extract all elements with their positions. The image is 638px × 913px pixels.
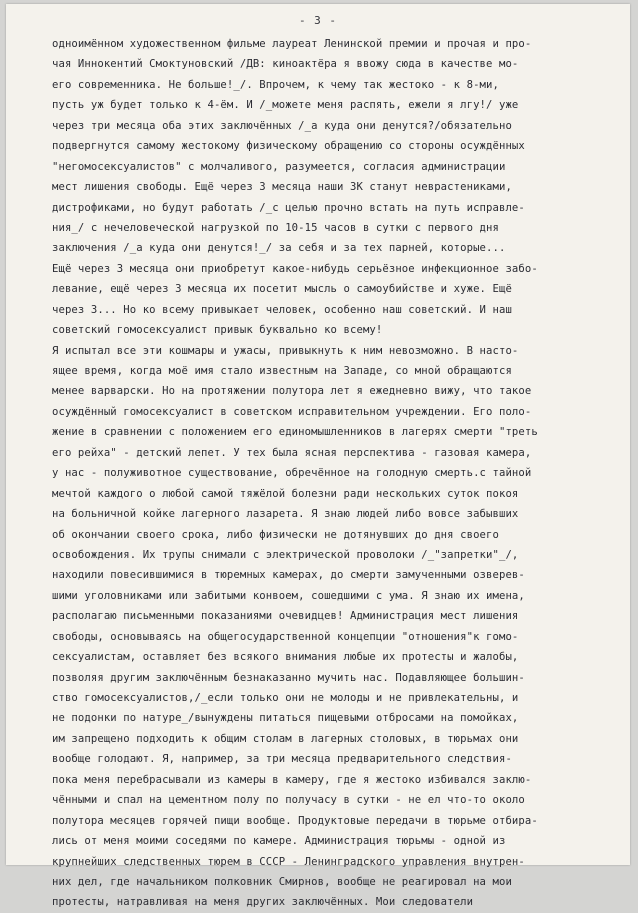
text-line: об окончании своего срока, либо физически не дотянувших до дня своего [52,528,499,541]
page-number: - 3 - [298,14,338,27]
text-line: мечтой каждого о любой самой тяжёлой болезни ради нескольких суток покоя [52,487,519,500]
text-line: сексуалистам, оставляет без всякого внимания любые их протесты и жалобы, [52,651,519,664]
text-line: одноимённом художественном фильме лауреат Ленинской премии и прочая и про- [52,38,532,50]
text-line: через три месяца оба этих заключённых /_а куда они денутся?/обязательно [52,119,512,132]
text-line: полутора месяцев горячей пищи вообще. Продуктовые передачи в тюрьме отбира- [52,814,538,827]
text-line: чёнными и спал на цементном полу по получасу в сутки - не ел что-то около [52,794,525,807]
text-line: освобождения. Их трупы снимали с электрической проволоки /_"запретки"_/, [52,548,519,561]
text-line: дистрофиками, но будут работать /_с целью прочно встать на путь исправле- [52,201,525,214]
text-line: у нас - полуживотное существование, обречённое на голодную смерть.с тайной [52,467,532,480]
document-page [6,4,630,909]
text-line: шими уголовниками или забитыми конвоем, сошедшими с ума. Я знаю их имена, [52,589,525,602]
text-line: пока меня перебрасывали из камеры в камеру, где я жестоко избивался заклю- [52,773,532,786]
text-line: осуждённый гомосексуалист в советском исправительном учреждении. Его поло- [52,405,532,418]
text-line: лись от меня моими соседями по камере. Администрация тюрьмы - одной из [52,835,506,848]
typewritten-text-body [52,34,606,913]
text-line: протесты, натравливая на меня других заключённых. Мои следователи [52,896,474,909]
text-line: левание, ещё через 3 месяца их посетит мысль о самоубийстве и хуже. Ещё [52,283,512,296]
text-line: "негомосексуалистов" с молчаливого, разумеется, согласия администрации [52,160,506,173]
text-line: чая Иннокентий Смоктуновский /ДВ: киноактёра я ввожу сюда в качестве мо- [52,58,519,71]
text-line: Я испытал все эти кошмары и ужасы, привыкнуть к ним невозможно. В насто- [52,344,519,357]
text-line: располагаю письменными показаниями очевидцев! Администрация мест лишения [52,610,519,623]
text-line: жение в сравнении с положением его единомышленников в лагерях смерти "треть [52,426,538,439]
text-line: пусть уж будет только к 4-ём. И /_можете меня распять, ежели я лгу!/ уже [52,99,519,112]
text-line: Ещё через 3 месяца они приобретут какое-нибудь серьёзное инфекционное забо- [52,262,538,275]
text-line: крупнейших следственных тюрем в СССР - Ленинградского управления внутрен- [52,855,525,868]
text-line: ящее время, когда моё имя стало известным на Западе, со мной обращаются [52,365,512,377]
text-line: заключения /_а куда они денутся!_/ за себя и за тех парней, которые... [52,242,506,255]
text-line: советский гомосексуалист привык буквально ко всему! [52,324,383,337]
text-line: на больничной койке лагерного лазарета. Я знаю людей либо вовсе забывших [52,508,519,521]
text-line: них дел, где начальником полковник Смирнов, вообще не реагировал на мои [52,875,512,888]
text-line: свободы, основываясь на общегосударственной концепции "отношения"к гомо- [52,630,519,643]
text-line: его современника. Не больше!_/. Впрочем, к чему так жестоко - к 8-ми, [52,78,499,91]
text-line: его рейха" - детский лепет. У тех была ясная перспектива - газовая камера, [52,446,532,459]
text-line: вообще голодают. Я, например, за три месяца предварительного следствия- [52,753,512,766]
text-line: находили повесившимися в тюремных камерах, до смерти замученными озверев- [52,569,525,582]
text-line: ния_/ с нечеловеческой нагрузкой по 10-15 часов в сутки с первого дня [52,221,499,234]
text-line: им запрещено подходить к общим столам в лагерных столовых, в тюрьмах они [52,732,519,745]
text-line: подвергнутся самому жестокому физическому обращению со стороны осуждённых [52,140,525,153]
text-line: не подонки по натуре_/вынуждены питаться пищевыми отбросами на помойках, [52,712,519,725]
text-line: ство гомосексуалистов,/_если только они не молоды и не привлекательны, и [52,692,519,704]
text-line: мест лишения свободы. Ещё через 3 месяца наши ЗК станут неврастениками, [52,181,512,194]
text-line: позволяя другим заключённым безнаказанно мучить нас. Подавляющее большин- [52,671,525,684]
text-line: менее варварски. Но на протяжении полутора лет я ежедневно вижу, что такое [52,385,532,398]
text-line: через 3... Но ко всему привыкает человек, особенно наш советский. И наш [52,303,512,316]
